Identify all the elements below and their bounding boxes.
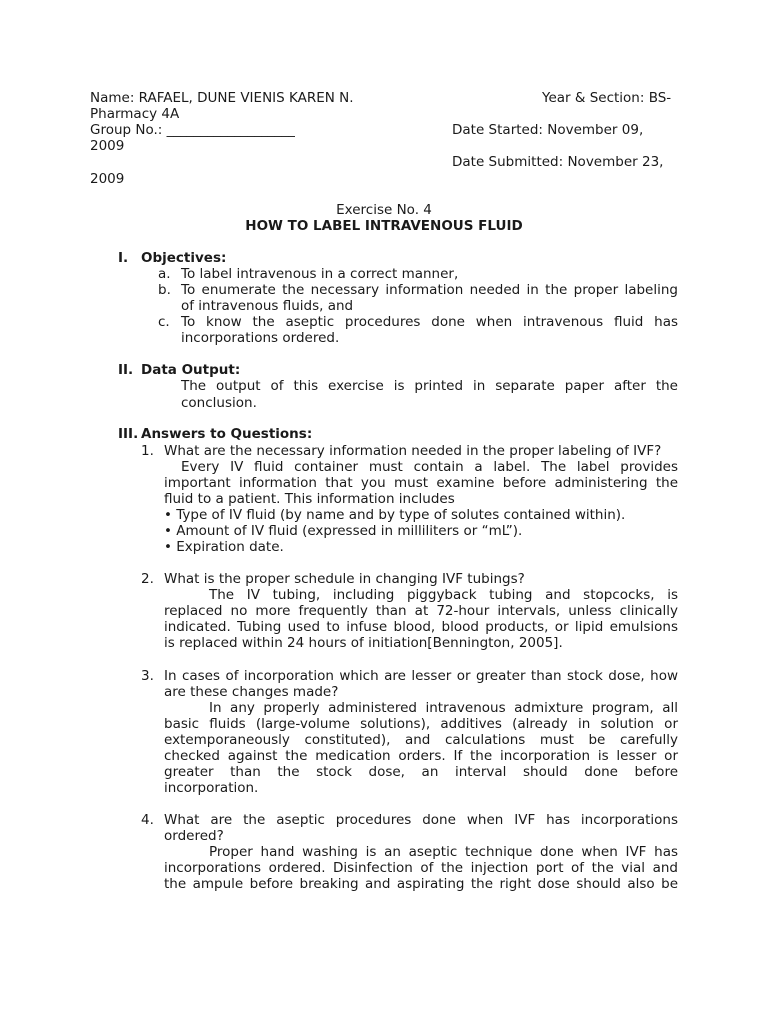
answer-2-line1: The IV tubing, including piggyback tubing and stopcocks, is [209,587,678,603]
section-3-heading: Answers to Questions: [141,426,313,442]
answer-2-line2: replaced no more frequently than at 72-hour intervals, unless clinically [164,603,678,619]
answer-3-line1: In any properly administered intravenous admixture program, all [209,700,678,716]
answer-3-line4: checked against the medication orders. If the incorporation is lesser or [164,748,678,764]
exercise-number: Exercise No. 4 [336,202,432,218]
section-1-number: I. [118,250,129,266]
year-section-label: Year & Section: BS- [542,90,672,106]
objective-b-marker: b. [158,282,171,298]
answer-3-line3: extemporaneously constituted), and calculations must be carefully [164,732,678,748]
date-started-year: 2009 [90,138,125,154]
date-started: Date Started: November 09, [452,122,644,138]
question-4-line1: What are the aseptic procedures done when IVF has incorporations [164,812,678,828]
data-output-line1: The output of this exercise is printed in separate paper after the [181,378,678,394]
answer-3-line5: greater than the stock dose, an interval should done before [164,764,678,780]
question-4-number: 4. [141,812,154,828]
question-3-number: 3. [141,668,154,684]
answer-3-line2: basic fluids (large-volume solutions), additives (already in solution or [164,716,678,732]
objective-b-line2: of intravenous fluids, and [181,298,354,314]
student-name: Name: RAFAEL, DUNE VIENIS KAREN N. [90,90,354,106]
answer-1-bullet-1: • Type of IV fluid (by name and by type of solutes contained within). [164,507,626,523]
section-2-number: II. [118,362,134,378]
data-output-line2: conclusion. [181,395,257,411]
question-3-line2: are these changes made? [164,684,339,700]
answer-3-line6: incorporation. [164,780,259,796]
answer-1-line1: Every IV fluid container must contain a label. The label provides [181,459,678,475]
answer-1-line3: fluid to a patient. This information includes [164,491,455,507]
question-4-line2: ordered? [164,828,224,844]
date-submitted: Date Submitted: November 23, [452,154,664,170]
question-1-number: 1. [141,443,154,459]
group-number: Group No.: ___________________ [90,122,295,138]
answer-1-bullet-2: • Amount of IV fluid (expressed in milliliters or “mL”). [164,523,523,539]
answer-4-line2: incorporations ordered. Disinfection of the injection port of the vial and [164,860,678,876]
objective-a-marker: a. [158,266,171,282]
exercise-title: HOW TO LABEL INTRAVENOUS FLUID [245,218,523,234]
section-1-heading: Objectives: [141,250,227,266]
objective-a: To label intravenous in a correct manner, [181,266,459,282]
question-3-line1: In cases of incorporation which are lesser or greater than stock dose, how [164,668,678,684]
answer-2-line4: is replaced within 24 hours of initiation[Bennington, 2005]. [164,635,563,651]
objective-c-line2: incorporations ordered. [181,330,340,346]
answer-4-line1: Proper hand washing is an aseptic technique done when IVF has [209,844,678,860]
question-1: What are the necessary information needed in the proper labeling of IVF? [164,443,662,459]
answer-2-line3: indicated. Tubing used to infuse blood, blood products, or lipid emulsions [164,619,678,635]
answer-1-line2: important information that you must examine before administering the [164,475,678,491]
date-submitted-year: 2009 [90,171,125,187]
objective-c-marker: c. [158,314,170,330]
objective-c-line1: To know the aseptic procedures done when intravenous fluid has [181,314,678,330]
question-2: What is the proper schedule in changing IVF tubings? [164,571,525,587]
year-section-value: Pharmacy 4A [90,106,180,122]
answer-1-bullet-3: • Expiration date. [164,539,284,555]
section-3-number: III. [118,426,139,442]
section-2-heading: Data Output: [141,362,241,378]
question-2-number: 2. [141,571,154,587]
objective-b-line1: To enumerate the necessary information needed in the proper labeling [181,282,678,298]
answer-4-line3: the ampule before breaking and aspirating the right dose should also be [164,876,678,892]
